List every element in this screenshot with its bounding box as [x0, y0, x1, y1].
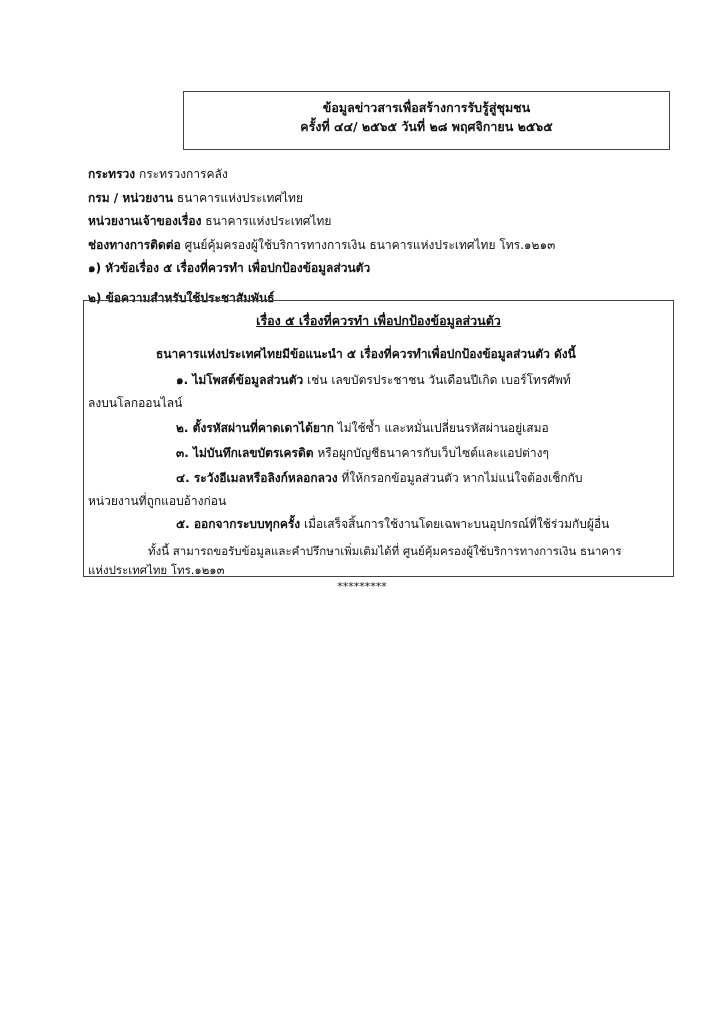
- tip-2-title: ๒. ตั้งรหัสผ่านที่คาดเดาได้ยาก: [176, 421, 334, 435]
- tip-5-title: ๕. ออกจากระบบทุกครั้ง: [176, 517, 301, 531]
- tip-1-title: ๑. ไม่โพสต์ข้อมูลส่วนตัว: [176, 373, 304, 387]
- owner-value: ธนาคารแห่งประเทศไทย: [205, 214, 332, 228]
- content-title: เรื่อง ๕ เรื่องที่ควรทำ เพื่อปกป้องข้อมูลส่วนตัว: [256, 313, 501, 328]
- tip-1-text: เช่น เลขบัตรประชาชน วันเดือนปีเกิด เบอร์โทรศัพท์: [303, 373, 571, 387]
- tip-5-text: เมื่อเสร็จสิ้นการใช้งานโดยเฉพาะบนอุปกรณ์ที่ใช้ร่วมกับผู้อื่น: [300, 517, 610, 531]
- meta-department: [88, 187, 688, 211]
- contact-label: ช่องทางการติดต่อ: [88, 237, 181, 252]
- closing-line: ทั้งนี้ สามารถขอรับข้อมูลและคำปรึกษาเพิ่มเติมได้ที่ ศูนย์คุ้มครองผู้ใช้บริการทางการเงิน ธนาคาร: [148, 544, 622, 558]
- closing-continued: แห่งประเทศไทย โทร.๑๒๑๓: [88, 563, 225, 577]
- contact-value: ศูนย์คุ้มครองผู้ใช้บริการทางการเงิน ธนาคารแห่งประเทศไทย โทร.๑๒๑๓: [184, 237, 556, 252]
- tip-1: [176, 371, 571, 390]
- meta-owner: [88, 210, 688, 234]
- message-line: ๒) ข้อความสำหรับใช้ประชาสัมพันธ์: [88, 290, 275, 305]
- owner-label: หน่วยงานเจ้าของเรื่อง: [88, 214, 202, 228]
- tip-2-text: ไม่ใช้ซ้ำ และหมั่นเปลี่ยนรหัสผ่านอยู่เสมอ: [333, 421, 549, 435]
- tip-4: [176, 469, 583, 488]
- header-issue-date: ครั้งที่ ๔๔/ ๒๕๖๕ วันที่ ๒๘ พฤศจิกายน ๒๕๖๕: [300, 119, 553, 135]
- ministry-value: กระทรวงการคลัง: [138, 167, 228, 181]
- tip-2: [176, 419, 549, 438]
- ministry-label: กระทรวง: [88, 167, 136, 181]
- message-box: [83, 300, 674, 577]
- tip-4-continued: หน่วยงานที่ถูกแอบอ้างก่อน: [88, 494, 227, 508]
- end-marker: *********: [337, 580, 387, 593]
- document-meta: [88, 163, 688, 310]
- content-intro: ธนาคารแห่งประเทศไทยมีข้อแนะนำ ๕ เรื่องที่ควรทำเพื่อปกป้องข้อมูลส่วนตัว ดังนี้: [156, 347, 576, 361]
- department-label: กรม / หน่วยงาน: [88, 190, 174, 205]
- tip-5: [176, 515, 609, 534]
- department-value: ธนาคารแห่งประเทศไทย: [176, 190, 303, 205]
- tip-3: [176, 444, 549, 463]
- header-title: ข้อมูลข่าวสารเพื่อสร้างการรับรู้สู่ชุมชน: [322, 100, 531, 115]
- document-header: [183, 91, 670, 150]
- tip-4-title: ๔. ระวังอีเมลหรือลิงก์หลอกลวง: [176, 471, 338, 485]
- meta-ministry: [88, 163, 688, 187]
- tip-1-continued: ลงบนโลกออนไลน์: [88, 396, 183, 410]
- topic-line: ๑) หัวข้อเรื่อง ๕ เรื่องที่ควรทำ เพื่อปกป้องข้อมูลส่วนตัว: [88, 261, 371, 275]
- meta-contact: [88, 234, 688, 258]
- tip-4-text: ที่ให้กรอกข้อมูลส่วนตัว หากไม่แน่ใจต้องเช็กกับ: [337, 471, 583, 485]
- tip-3-title: ๓. ไม่บันทึกเลขบัตรเครดิต: [176, 446, 314, 460]
- tip-3-text: หรือผูกบัญชีธนาคารกับเว็บไซต์และแอปต่างๆ: [313, 446, 549, 460]
